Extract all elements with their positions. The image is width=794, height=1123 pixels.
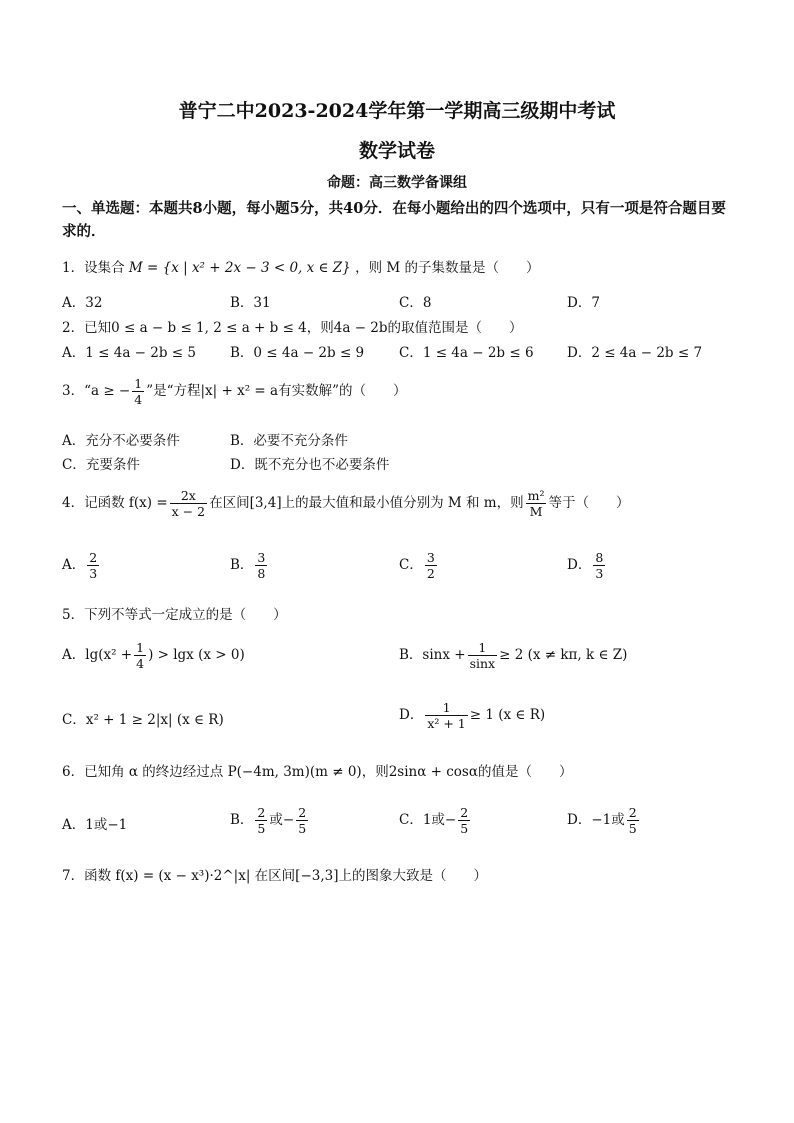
question-3 (62, 376, 406, 407)
fraction-denominator: 2 (426, 566, 435, 581)
question-6: 6．已知角 α 的终边经过点 P(−4m, 3m)(m ≠ 0)，则2sinα + cosα的值是（ ） (62, 764, 573, 780)
fraction-denominator: 4 (134, 392, 143, 407)
q1-option-a: A．32 (62, 295, 103, 311)
option-text: D．−1或 (567, 812, 625, 828)
option-fraction (425, 700, 467, 731)
question-4-ratio-fraction (526, 488, 547, 519)
fraction-denominator: 5 (257, 821, 266, 836)
fraction-denominator: x² + 1 (427, 716, 466, 731)
fraction-denominator: 8 (257, 566, 266, 581)
question-3-pre: 3．“a ≥ − (62, 383, 131, 399)
fraction-numerator: 2 (89, 550, 98, 565)
question-4-post: 等于（ ） (548, 495, 630, 511)
fraction-numerator: 1 (468, 640, 498, 656)
fraction-denominator: 3 (89, 566, 98, 581)
option-label: B． (230, 812, 254, 828)
q5-option-b (399, 640, 627, 671)
q1-option-c: C．8 (399, 295, 432, 311)
option-fraction (425, 550, 437, 581)
question-1-tail: ，则 M 的子集数量是（ ） (355, 260, 540, 276)
fraction-numerator: 2 (628, 805, 637, 820)
question-3-fraction (132, 376, 144, 407)
fraction-numerator: 2x (170, 488, 207, 504)
option-fraction (296, 805, 308, 836)
option-label: B． (230, 557, 254, 573)
fraction-denominator: M (529, 504, 543, 519)
fraction-denominator: 4 (136, 656, 145, 671)
option-fraction (87, 550, 99, 581)
fraction-numerator: 8 (595, 550, 604, 565)
fraction-numerator: 1 (425, 700, 467, 716)
q6-option-d (567, 805, 641, 836)
option-text: ≥ 2 (x ≠ kπ, k ∈ Z) (499, 647, 628, 663)
option-label: D． (567, 557, 592, 573)
fraction-denominator: 5 (628, 821, 637, 836)
fraction-denominator: 3 (595, 566, 604, 581)
q3-option-b: B．必要不充分条件 (230, 433, 348, 449)
section-heading: 一、单选题：本题共8小题，每小题5分，共40分．在每小题给出的四个选项中，只有一项是符合题目要求的． (62, 200, 726, 240)
option-text: A．lg(x² + (62, 647, 133, 663)
q4-option-c (399, 550, 439, 581)
q2-option-b: B．0 ≤ 4a − 2b ≤ 9 (230, 345, 365, 361)
q2-option-a: A．1 ≤ 4a − 2b ≤ 5 (62, 345, 196, 361)
question-1-num: 1．设集合 (62, 260, 125, 276)
fraction-denominator: 5 (298, 821, 307, 836)
q3-option-c: C．充要条件 (62, 457, 140, 473)
option-text: B．sinx + (399, 647, 466, 663)
option-fraction (134, 640, 146, 671)
q2-option-d: D．2 ≤ 4a − 2b ≤ 7 (567, 345, 703, 361)
q3-option-a: A．充分不必要条件 (62, 433, 180, 449)
option-fraction (468, 640, 498, 671)
option-text: 或− (269, 812, 295, 828)
q6-option-a: A．1或−1 (62, 817, 128, 833)
fraction-numerator: 2 (460, 805, 469, 820)
option-text: D． (399, 707, 424, 723)
question-1-set: M = {x | x² + 2x − 3 < 0, x ∈ Z} (128, 260, 351, 276)
option-fraction (458, 805, 470, 836)
q5-option-d (399, 700, 545, 731)
fraction-numerator: 3 (426, 550, 435, 565)
fraction-denominator: sinx (469, 656, 496, 671)
option-text: ) > lgx (x > 0) (148, 647, 245, 663)
option-fraction (255, 550, 267, 581)
q4-option-d (567, 550, 607, 581)
fraction-numerator: 1 (134, 376, 143, 391)
question-4-pre: 4．记函数 f(x) = (62, 495, 168, 511)
option-text: ≥ 1 (x ∈ R) (469, 707, 546, 723)
q1-option-b: B．31 (230, 295, 271, 311)
fraction-numerator: 1 (136, 640, 145, 655)
question-3-post: ”是“方程|x| + x² = a有实数解”的（ ） (146, 383, 407, 399)
option-fraction (593, 550, 605, 581)
fraction-numerator: 2 (257, 805, 266, 820)
option-fraction (627, 805, 639, 836)
question-4 (62, 488, 629, 519)
exam-subtitle: 数学试卷 (358, 140, 435, 162)
fraction-denominator: 5 (460, 821, 469, 836)
fraction-denominator: x − 2 (171, 504, 206, 519)
fraction-numerator: 2 (298, 805, 307, 820)
question-7: 7．函数 f(x) = (x − x³)·2^|x| 在区间[−3,3]上的图象大致是（ ） (62, 868, 487, 884)
fraction-numerator: 3 (257, 550, 266, 565)
fraction-numerator: m² (527, 488, 545, 503)
q5-option-c: C．x² + 1 ≥ 2|x| (x ∈ R) (62, 712, 224, 728)
question-4-function-fraction (170, 488, 207, 519)
q4-option-b (230, 550, 269, 581)
q1-option-d: D．7 (567, 295, 600, 311)
q3-option-d: D．既不充分也不必要条件 (230, 457, 390, 473)
q6-option-b (230, 805, 310, 836)
question-5: 5．下列不等式一定成立的是（ ） (62, 607, 287, 623)
q6-option-c (399, 805, 472, 836)
question-4-mid: 在区间[3,4]上的最大值和最小值分别为 M 和 m，则 (209, 495, 524, 511)
question-1 (62, 256, 539, 276)
option-label: C． (399, 557, 423, 573)
question-2: 2．已知0 ≤ a − b ≤ 1, 2 ≤ a + b ≤ 4，则4a − 2b的取值范围是（ ） (62, 320, 523, 336)
option-fraction (255, 805, 267, 836)
exam-author: 命题：高三数学备课组 (327, 175, 467, 191)
q4-option-a (62, 550, 101, 581)
exam-title: 普宁二中2023-2024学年第一学期高三级期中考试 (178, 100, 616, 122)
q2-option-c: C．1 ≤ 4a − 2b ≤ 6 (399, 345, 534, 361)
option-text: C．1或− (399, 812, 457, 828)
option-label: A． (62, 557, 86, 573)
q5-option-a (62, 640, 245, 671)
